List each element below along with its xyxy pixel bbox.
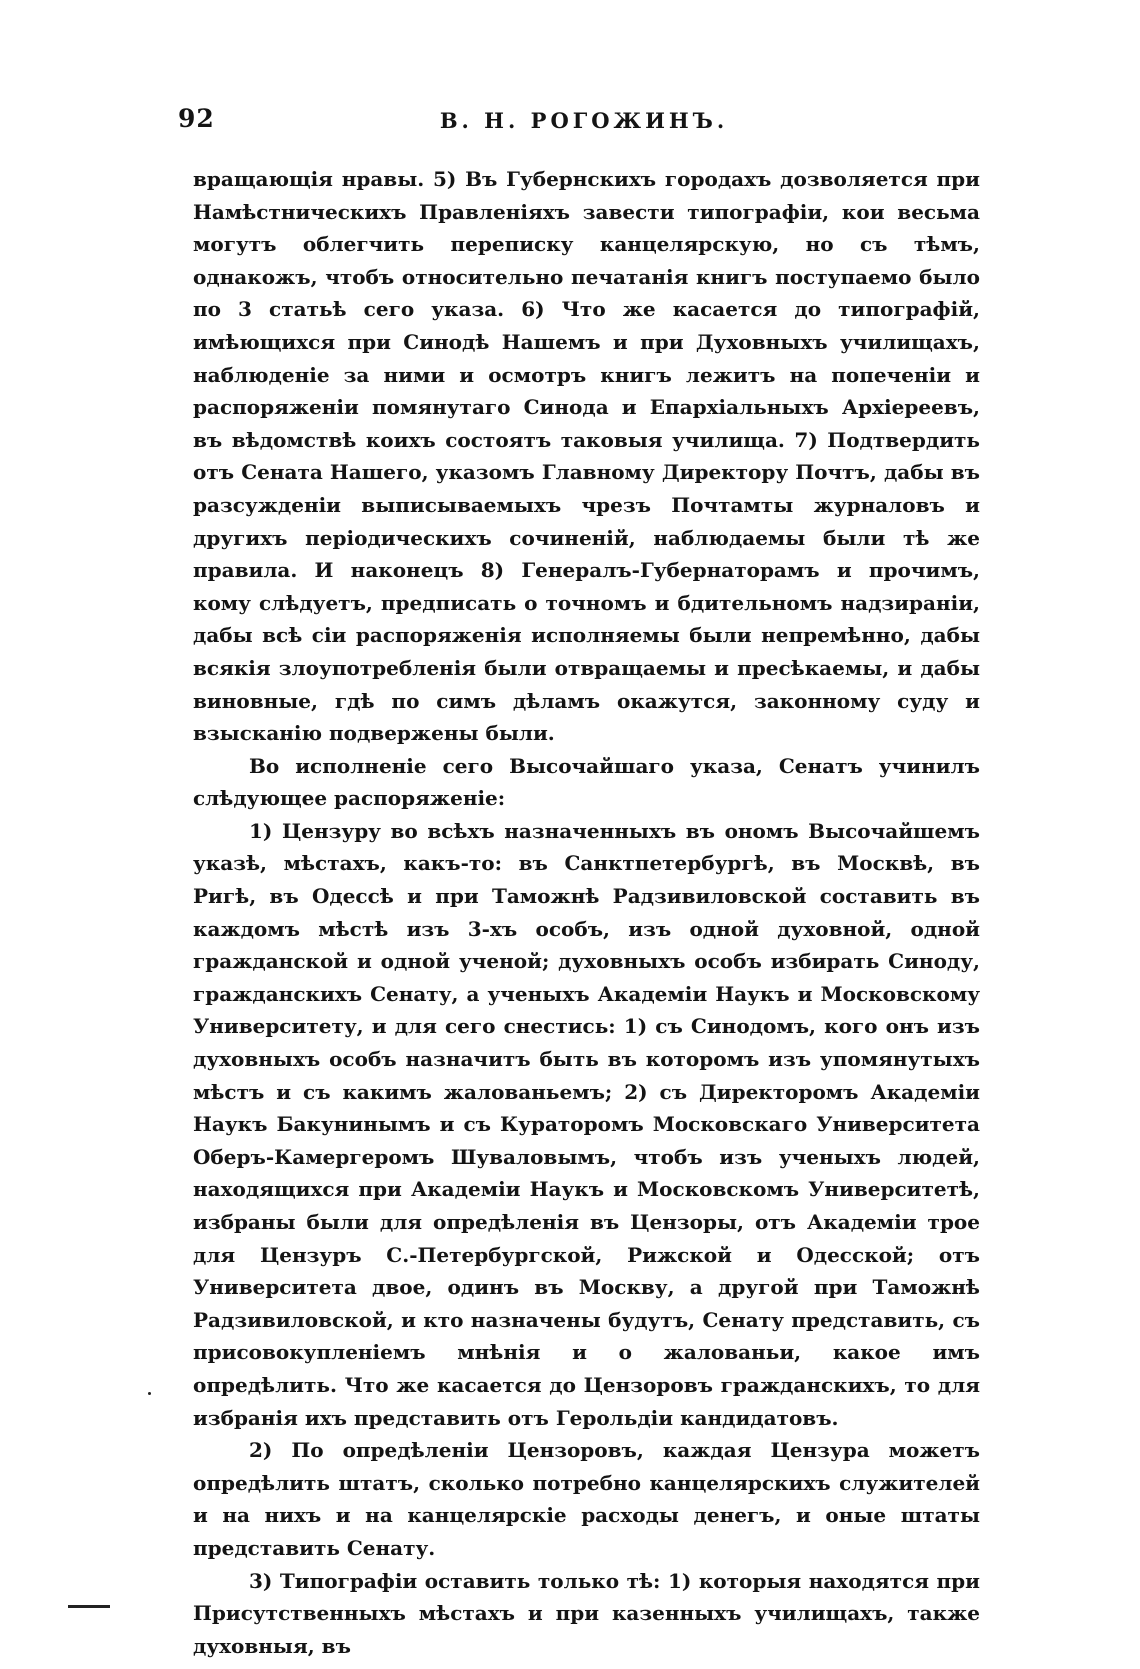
page-header xyxy=(178,104,990,144)
paragraph-item-2: 2) По опредѣленіи Цензоровъ, каждая Цензура можетъ опредѣлить штатъ, сколько потребно канцелярскихъ служителей и на нихъ и на канцелярскіе расходы денегъ, и оные штаты представить Сенату. xyxy=(193,1438,980,1560)
page-number: 92 xyxy=(178,104,215,133)
margin-dot-mark xyxy=(148,1392,151,1395)
margin-dash-mark xyxy=(68,1605,110,1608)
paragraph-senate-order: Во исполненіе сего Высочайшаго указа, Сенатъ учинилъ слѣдующее распоряженіе: xyxy=(193,753,980,811)
body-text xyxy=(193,163,980,1662)
running-head: В. Н. РОГОЖИНЪ. xyxy=(439,108,729,133)
paragraph-item-3: 3) Типографіи оставить только тѣ: 1) которыя находятся при Присутственныхъ мѣстахъ и при казенныхъ училищахъ, также духовныя, въ xyxy=(193,1568,980,1658)
paragraph-continuation: вращающія нравы. 5) Въ Губернскихъ городахъ дозволяется при Намѣстническихъ Правленіяхъ завести типографіи, кои весьма могутъ облегчить переписку канцелярскую, но съ тѣмъ, однакожъ, чтобъ относительно печатанія книгъ поступаемо было по 3 статьѣ сего указа. 6) Что же касается до типографій, имѣющихся при Синодѣ Нашемъ и при Духовныхъ училищахъ, наблюденіе за ними и осмотръ книгъ лежитъ на попеченіи и распоряженіи помянутаго Синода и Епархіальныхъ Архіереевъ, въ вѣдомствѣ коихъ состоятъ таковыя училища. 7) Подтвердить отъ Сената Нашего, указомъ Главному Директору Почтъ, дабы въ разсужденіи выписываемыхъ чрезъ Почтамты журналовъ и другихъ періодическихъ сочиненій, наблюдаемы были тѣ же правила. И наконецъ 8) Генералъ-Губернаторамъ и прочимъ, кому слѣдуетъ, предписать о точномъ и бдительномъ надзираніи, дабы всѣ сіи распоряженія исполняемы были непремѣнно, дабы всякія злоупотребленія были отвращаемы и пресѣкаемы, и дабы виновные, гдѣ по симъ дѣламъ окажутся, законному суду и взысканію подвержены были. xyxy=(193,167,980,746)
paragraph-item-1: 1) Цензуру во всѣхъ назначенныхъ въ ономъ Высочайшемъ указѣ, мѣстахъ, какъ-то: въ Санктпетербургѣ, въ Москвѣ, въ Ригѣ, въ Одессѣ и при Таможнѣ Радзивиловской составить въ каждомъ мѣстѣ изъ 3-хъ особъ, изъ одной духовной, одной гражданской и одной ученой; духовныхъ особъ избирать Синоду, гражданскихъ Сенату, а ученыхъ Академіи Наукъ и Московскому Университету, и для сего снестись: 1) съ Синодомъ, кого онъ изъ духовныхъ особъ назначитъ быть въ которомъ изъ упомянутыхъ мѣстъ и съ какимъ жалованьемъ; 2) съ Директоромъ Академіи Наукъ Бакунинымъ и съ Кураторомъ Московскаго Университета Оберъ-Камергеромъ Шуваловымъ, чтобъ изъ ученыхъ людей, находящихся при Академіи Наукъ и Московскомъ Университетѣ, избраны были для опредѣленія въ Цензоры, отъ Академіи трое для Цензуръ С.-Петербургской, Рижской и Одесской; отъ Университета двое, одинъ въ Москву, а другой при Таможнѣ Радзивиловской, и кто назначены будутъ, Сенату представить, съ присовокупленіемъ мнѣнія и о жалованьи, какое имъ опредѣлить. Что же касается до Цензоровъ гражданскихъ, то для избранія ихъ представить отъ Герольдіи кандидатовъ. xyxy=(193,818,980,1430)
